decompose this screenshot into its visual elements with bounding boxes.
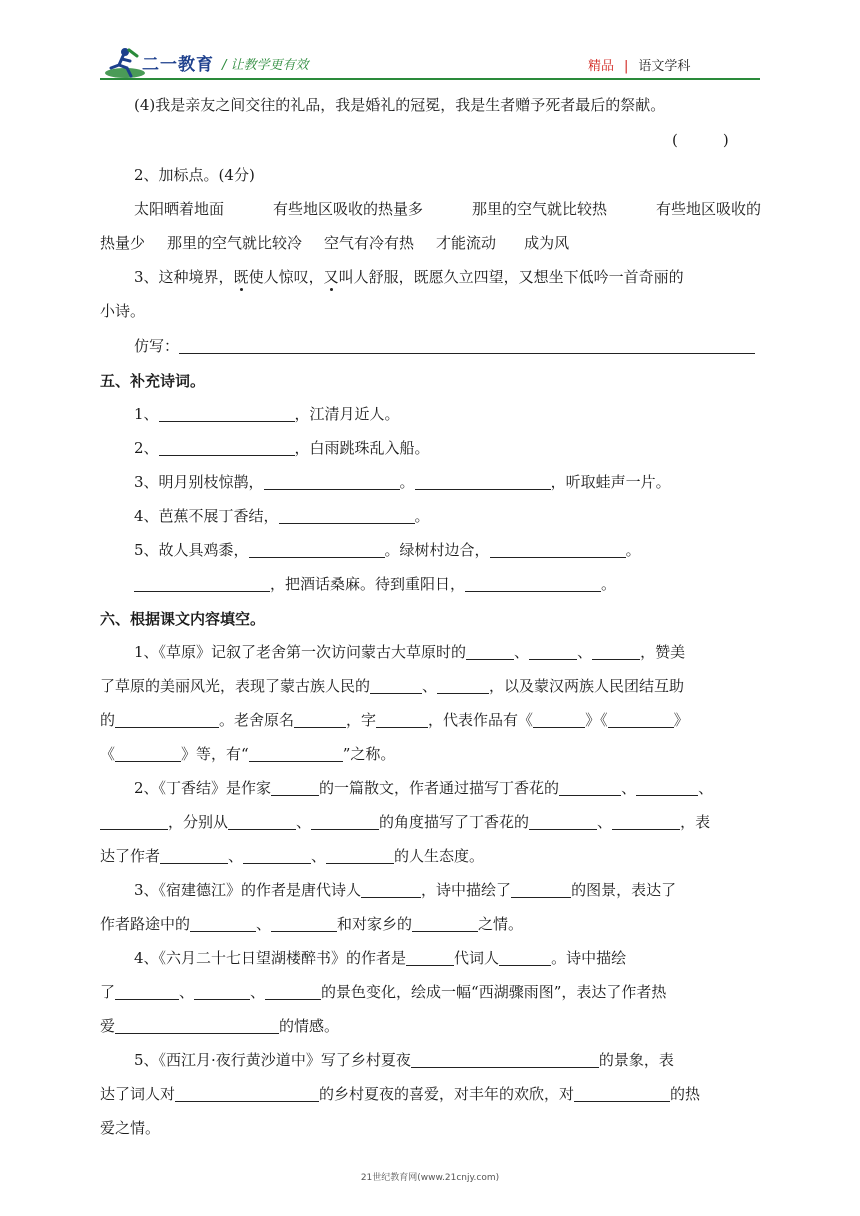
text: ，听取蛙声一片。	[550, 473, 671, 491]
phrase: 有些地区吸收的热量多	[272, 200, 423, 218]
question-imitate-line-2: 小诗。	[100, 302, 146, 320]
text: 2、	[134, 439, 159, 457]
blank[interactable]	[194, 983, 250, 1000]
fill-5-line-2	[100, 1084, 700, 1104]
text: ，白雨跳珠乱入船。	[294, 439, 430, 457]
imitate-label: 仿写：	[134, 337, 180, 355]
text: 作者路途中的	[100, 915, 191, 933]
text: 的热	[670, 1085, 701, 1103]
text: 、	[250, 983, 266, 1001]
blank[interactable]	[279, 507, 415, 524]
text: 》等，有“	[181, 745, 249, 763]
blank[interactable]	[415, 473, 551, 490]
text: 1、《草原》记叙了老舍第一次访问蒙古大草原时的	[134, 643, 467, 661]
fill-1-line-1	[134, 642, 685, 662]
text: 达了作者	[100, 847, 161, 865]
phrase: 才能流动	[436, 234, 497, 252]
text: 1、	[134, 405, 159, 423]
text: 叫人舒服，既愿久立四望，又想坐下低吟一首奇丽的	[338, 268, 684, 286]
text: 3、明月别枝惊鹊，	[134, 473, 264, 491]
text: 爱	[100, 1017, 116, 1035]
emphasis-char: 既	[233, 268, 249, 286]
fill-4-line-1	[134, 948, 626, 968]
phrase: 空气有冷有热	[324, 234, 415, 252]
text: 了	[100, 983, 116, 1001]
text: ，诗中描绘了	[421, 881, 512, 899]
fill-1-line-3	[100, 710, 689, 730]
blank[interactable]	[437, 677, 489, 694]
text: 代词人	[454, 949, 500, 967]
text: 。	[625, 541, 641, 559]
blank[interactable]	[271, 915, 337, 932]
blank[interactable]	[190, 915, 256, 932]
blank[interactable]	[529, 813, 597, 830]
text: 5、《西江月·夜行黄沙道中》写了乡村夏夜	[134, 1051, 411, 1069]
header-brand	[588, 55, 690, 74]
fill-2-line-3	[100, 846, 484, 866]
fill-3-line-1	[134, 880, 676, 900]
blank[interactable]	[612, 813, 680, 830]
blank[interactable]	[636, 779, 698, 796]
phrase: 那里的空气就比较热	[471, 200, 607, 218]
text: 2、《丁香结》是作家	[134, 779, 272, 797]
blank[interactable]	[243, 847, 311, 864]
text: 的景色变化，绘成一幅“西湖骤雨图”，表达了作者热	[321, 983, 667, 1001]
blank[interactable]	[249, 745, 343, 762]
text: 。	[601, 575, 617, 593]
brand-subject: 语文学科	[638, 59, 691, 74]
text: ，赞美	[640, 643, 686, 661]
question-4-item-4: (4)我是亲友之间交往的礼品，我是婚礼的冠冕，我是生者赠予死者最后的祭献。	[134, 96, 666, 114]
text: ，分别从	[168, 813, 229, 831]
blank[interactable]	[592, 643, 640, 660]
phrase: 太阳晒着地面	[134, 200, 225, 218]
text: 。	[399, 473, 415, 491]
brand-separator: |	[624, 59, 629, 74]
text: 3、《宿建德江》的作者是唐代诗人	[134, 881, 362, 899]
text: 、	[256, 915, 272, 933]
text: 的一篇散文，作者通过描写丁香花的	[319, 779, 560, 797]
blank[interactable]	[115, 1017, 279, 1034]
text: 5、故人具鸡黍，	[134, 541, 249, 559]
text: 4、《六月二十七日望湖楼醉书》的作者是	[134, 949, 407, 967]
blank[interactable]	[159, 439, 295, 456]
blank[interactable]	[311, 813, 379, 830]
blank[interactable]	[228, 813, 296, 830]
blank[interactable]	[294, 711, 346, 728]
section-5-title: 五、补充诗词。	[100, 372, 206, 390]
text: 和对家乡的	[337, 915, 413, 933]
blank[interactable]	[159, 405, 295, 422]
blank[interactable]	[376, 711, 428, 728]
fill-2-line-2	[100, 812, 710, 832]
blank[interactable]	[361, 881, 421, 898]
text: 、	[514, 643, 530, 661]
blank[interactable]	[100, 813, 168, 830]
fill-1-line-2	[100, 676, 684, 696]
blank[interactable]	[511, 881, 571, 898]
punctuate-line-1	[100, 199, 761, 219]
text: ，代表作品有《	[428, 711, 534, 729]
fill-4-line-3	[100, 1016, 339, 1036]
blank[interactable]	[115, 983, 179, 1000]
text: ，江清月近人。	[294, 405, 400, 423]
header-divider	[100, 78, 760, 80]
text: 达了词人对	[100, 1085, 176, 1103]
blank[interactable]	[559, 779, 621, 796]
text: 的角度描写了丁香花的	[379, 813, 530, 831]
brand-quality: 精品	[588, 59, 615, 74]
answer-parentheses: ( )	[672, 131, 729, 149]
punctuate-line-2	[100, 233, 569, 253]
blank[interactable]	[574, 1085, 670, 1102]
blank[interactable]	[115, 711, 219, 728]
text: 的景象，表	[598, 1051, 674, 1069]
text: 。诗中描绘	[551, 949, 627, 967]
text: 之情。	[478, 915, 524, 933]
phrase: 热量少	[100, 234, 146, 252]
text: 。绿树村边合，	[384, 541, 490, 559]
logo-text: 二一教育	[142, 55, 214, 75]
blank[interactable]	[411, 1051, 599, 1068]
blank[interactable]	[490, 541, 626, 558]
text: 、	[422, 677, 438, 695]
poem-line-4	[134, 506, 430, 526]
blank[interactable]	[249, 541, 385, 558]
blank[interactable]	[271, 779, 319, 796]
phrase: 那里的空气就比较冷	[167, 234, 303, 252]
fill-4-line-2	[100, 982, 666, 1002]
blank[interactable]	[175, 1085, 319, 1102]
text: 、	[296, 813, 312, 831]
text: 使人惊叹，	[248, 268, 324, 286]
blank[interactable]	[115, 745, 181, 762]
text: 4、芭蕉不展丁香结，	[134, 507, 279, 525]
text: 《	[100, 745, 116, 763]
fill-3-line-2	[100, 914, 523, 934]
blank[interactable]	[134, 575, 270, 592]
text: ，表	[680, 813, 711, 831]
phrase: 有些地区吸收的	[655, 200, 761, 218]
text: 、	[597, 813, 613, 831]
phrase: 成为风	[524, 234, 570, 252]
fill-5-line-3: 爱之情。	[100, 1119, 161, 1137]
fill-1-line-4	[100, 744, 395, 764]
imitate-blank[interactable]	[179, 337, 755, 354]
text: 。	[414, 507, 430, 525]
text: 的乡村夏夜的喜爱，对丰年的欢欣，对	[319, 1085, 575, 1103]
page-footer: 21世纪教育网(www.21cnjy.com)	[360, 1173, 500, 1183]
poem-line-1	[134, 404, 400, 424]
text: 。老舍原名	[219, 711, 295, 729]
text: 、	[577, 643, 593, 661]
blank[interactable]	[160, 847, 228, 864]
question-imitate	[134, 267, 684, 287]
poem-line-6	[134, 574, 616, 594]
blank[interactable]	[466, 643, 514, 660]
fill-2-line-1	[134, 778, 713, 798]
blank[interactable]	[412, 915, 478, 932]
blank[interactable]	[406, 949, 454, 966]
text: 了草原的美丽风光，表现了蒙古族人民的	[100, 677, 371, 695]
blank[interactable]	[370, 677, 422, 694]
poem-line-5	[134, 540, 641, 560]
blank[interactable]	[465, 575, 601, 592]
fill-5-line-1	[134, 1050, 674, 1070]
page-header	[0, 0, 860, 90]
blank[interactable]	[529, 643, 577, 660]
question-punctuate-title: 2、加标点。(4分)	[134, 166, 255, 184]
imitate-answer-row	[134, 336, 755, 356]
poem-line-3	[134, 472, 671, 492]
blank[interactable]	[264, 473, 400, 490]
text: 的人生态度。	[394, 847, 485, 865]
text: 》	[673, 711, 689, 729]
text: 、	[621, 779, 637, 797]
blank[interactable]	[533, 711, 585, 728]
text: ”之称。	[342, 745, 396, 763]
text: 3、这种境界，	[134, 268, 234, 286]
text: 》《	[585, 711, 608, 729]
text: ，字	[346, 711, 377, 729]
text: ，把酒话桑麻。待到重阳日，	[270, 575, 466, 593]
text: 的	[100, 711, 116, 729]
blank[interactable]	[608, 711, 674, 728]
text: 、	[311, 847, 327, 865]
poem-line-2	[134, 438, 430, 458]
text: 、	[179, 983, 195, 1001]
header-slogan: / 让教学更有效	[222, 58, 309, 73]
text: 、	[228, 847, 244, 865]
section-6-title: 六、根据课文内容填空。	[100, 610, 266, 628]
blank[interactable]	[499, 949, 551, 966]
emphasis-char: 又	[323, 268, 339, 286]
blank[interactable]	[265, 983, 321, 1000]
text: 的图景，表达了	[571, 881, 677, 899]
text: 、	[698, 779, 714, 797]
text: ，以及蒙汉两族人民团结互助	[489, 677, 685, 695]
blank[interactable]	[326, 847, 394, 864]
text: 的情感。	[279, 1017, 340, 1035]
